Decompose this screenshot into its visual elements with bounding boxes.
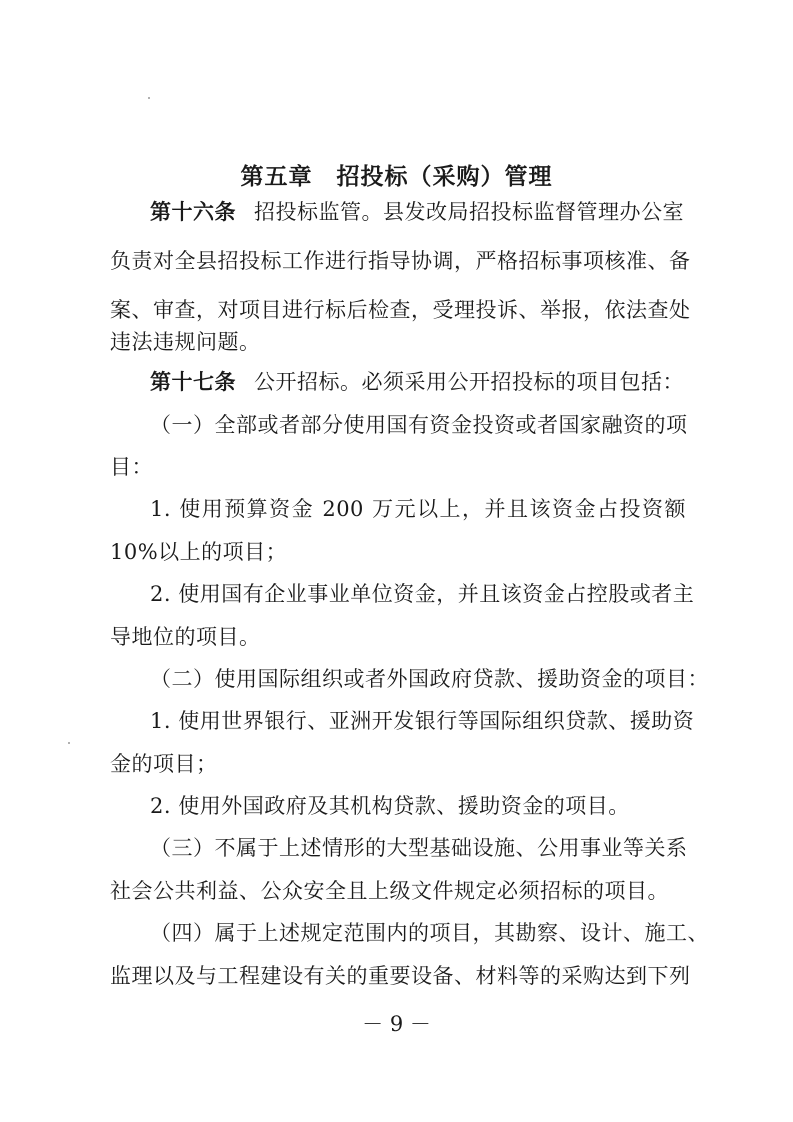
article-17-heading: 第十七条 <box>150 370 236 394</box>
chapter-title: 第五章 招投标（采购）管理 <box>240 164 553 190</box>
article-17-text: 公开招标。必须采用公开招投标的项目包括： <box>254 370 684 394</box>
item-1-line-1: （一）全部或者部分使用国有资金投资或者国家融资的项 <box>150 413 688 437</box>
article-16-line-3: 案、审查，对项目进行标后检查，受理投诉、举报，依法查处 <box>110 298 691 322</box>
article-17-line-1 <box>150 367 686 397</box>
article-16-line-4: 违法违规问题。 <box>110 330 261 354</box>
item-1-line-2: 目： <box>110 455 153 479</box>
item-2-sub-1-line-1: 1. 使用世界银行、亚洲开发银行等国际组织贷款、援助资 <box>150 709 695 733</box>
item-4-line-1: （四）属于上述规定范围内的项目，其勘察、设计、施工、 <box>150 921 709 945</box>
item-1-sub-1-line-1: 1. 使用预算资金 200 万元以上，并且该资金占投资额 <box>150 497 686 521</box>
item-3-line-2: 社会公共利益、公众安全且上级文件规定必须招标的项目。 <box>110 879 669 903</box>
item-1-sub-2-line-2: 导地位的项目。 <box>110 625 261 649</box>
item-1-sub-1-line-2: 10%以上的项目； <box>110 540 288 564</box>
item-3-line-1: （三）不属于上述情形的大型基础设施、公用事业等关系 <box>150 836 688 860</box>
scan-speck <box>148 97 150 99</box>
article-16-line-2: 负责对全县招投标工作进行指导协调，严格招标事项核准、备 <box>110 249 691 273</box>
item-2-sub-1-line-2: 金的项目； <box>110 752 218 776</box>
item-2-line-1: （二）使用国际组织或者外国政府贷款、援助资金的项目： <box>150 667 709 691</box>
article-16-heading: 第十六条 <box>150 200 236 224</box>
scan-speck <box>68 742 70 744</box>
item-2-sub-2-line-1: 2. 使用外国政府及其机构贷款、援助资金的项目。 <box>150 794 630 818</box>
item-1-sub-2-line-1: 2. 使用国有企业事业单位资金，并且该资金占控股或者主 <box>150 582 695 606</box>
article-16-line-1 <box>150 197 686 227</box>
item-4-line-2: 监理以及与工程建设有关的重要设备、材料等的采购达到下列 <box>110 964 691 988</box>
article-16-text: 招投标监管。县发改局招投标监督管理办公室 <box>254 200 684 224</box>
page-number: － 9 － <box>362 1012 431 1036</box>
